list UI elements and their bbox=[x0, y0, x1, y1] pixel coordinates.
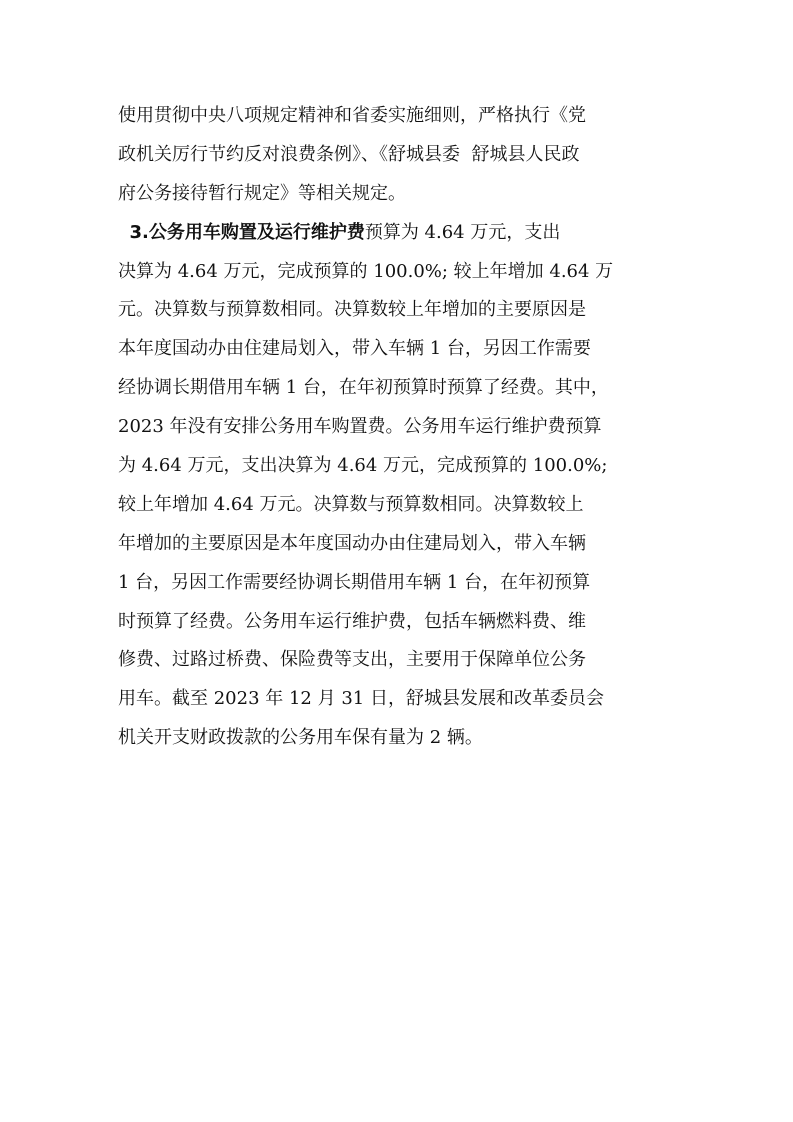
text-line: 使用贯彻中央八项规定精神和省委实施细则，严格执行《党 bbox=[118, 105, 586, 126]
indent bbox=[118, 222, 129, 243]
text-line: 1 台，另因工作需要经协调长期借用车辆 1 台，在年初预算 bbox=[118, 571, 591, 593]
text-line: 政机关厉行节约反对浪费条例》、《舒城县委 舒城县人民政 bbox=[118, 143, 580, 165]
text-line: 用车。截至 2023 年 12 月 31 日，舒城县发展和改革委员会 bbox=[118, 688, 604, 710]
body-text bbox=[118, 97, 686, 758]
text-line: 府公务接待暂行规定》等相关规定。 bbox=[118, 182, 406, 204]
section-text: 预算为 4.64 万元，支出 bbox=[364, 221, 561, 243]
text-line: 本年度国动办由住建局划入，带入车辆 1 台，另因工作需要 bbox=[118, 338, 591, 360]
text-line: 年增加的主要原因是本年度国动办由住建局划入，带入车辆 bbox=[118, 532, 586, 554]
section-3-first-line bbox=[118, 214, 686, 253]
text-line: 决算为 4.64 万元，完成预算的 100.0%; 较上年增加 4.64 万 bbox=[118, 260, 614, 282]
text-line: 机关开支财政拨款的公务用车保有量为 2 辆。 bbox=[118, 727, 483, 749]
text-line: 较上年增加 4.64 万元。决算数与预算数相同。决算数较上 bbox=[118, 493, 584, 515]
text-line: 为 4.64 万元，支出决算为 4.64 万元，完成预算的 100.0%; bbox=[118, 455, 608, 477]
text-line: 经协调长期借用车辆 1 台，在年初预算时预算了经费。其中， bbox=[118, 377, 609, 399]
text-line: 时预算了经费。公务用车运行维护费，包括车辆燃料费、维 bbox=[118, 610, 586, 632]
text-line: 元。决算数与预算数相同。决算数较上年增加的主要原因是 bbox=[118, 299, 586, 321]
section-heading: 3.公务用车购置及运行维护费 bbox=[129, 221, 365, 243]
text-line: 修费、过路过桥费、保险费等支出，主要用于保障单位公务 bbox=[118, 649, 586, 671]
text-line: 2023 年没有安排公务用车购置费。公务用车运行维护费预算 bbox=[118, 416, 602, 438]
